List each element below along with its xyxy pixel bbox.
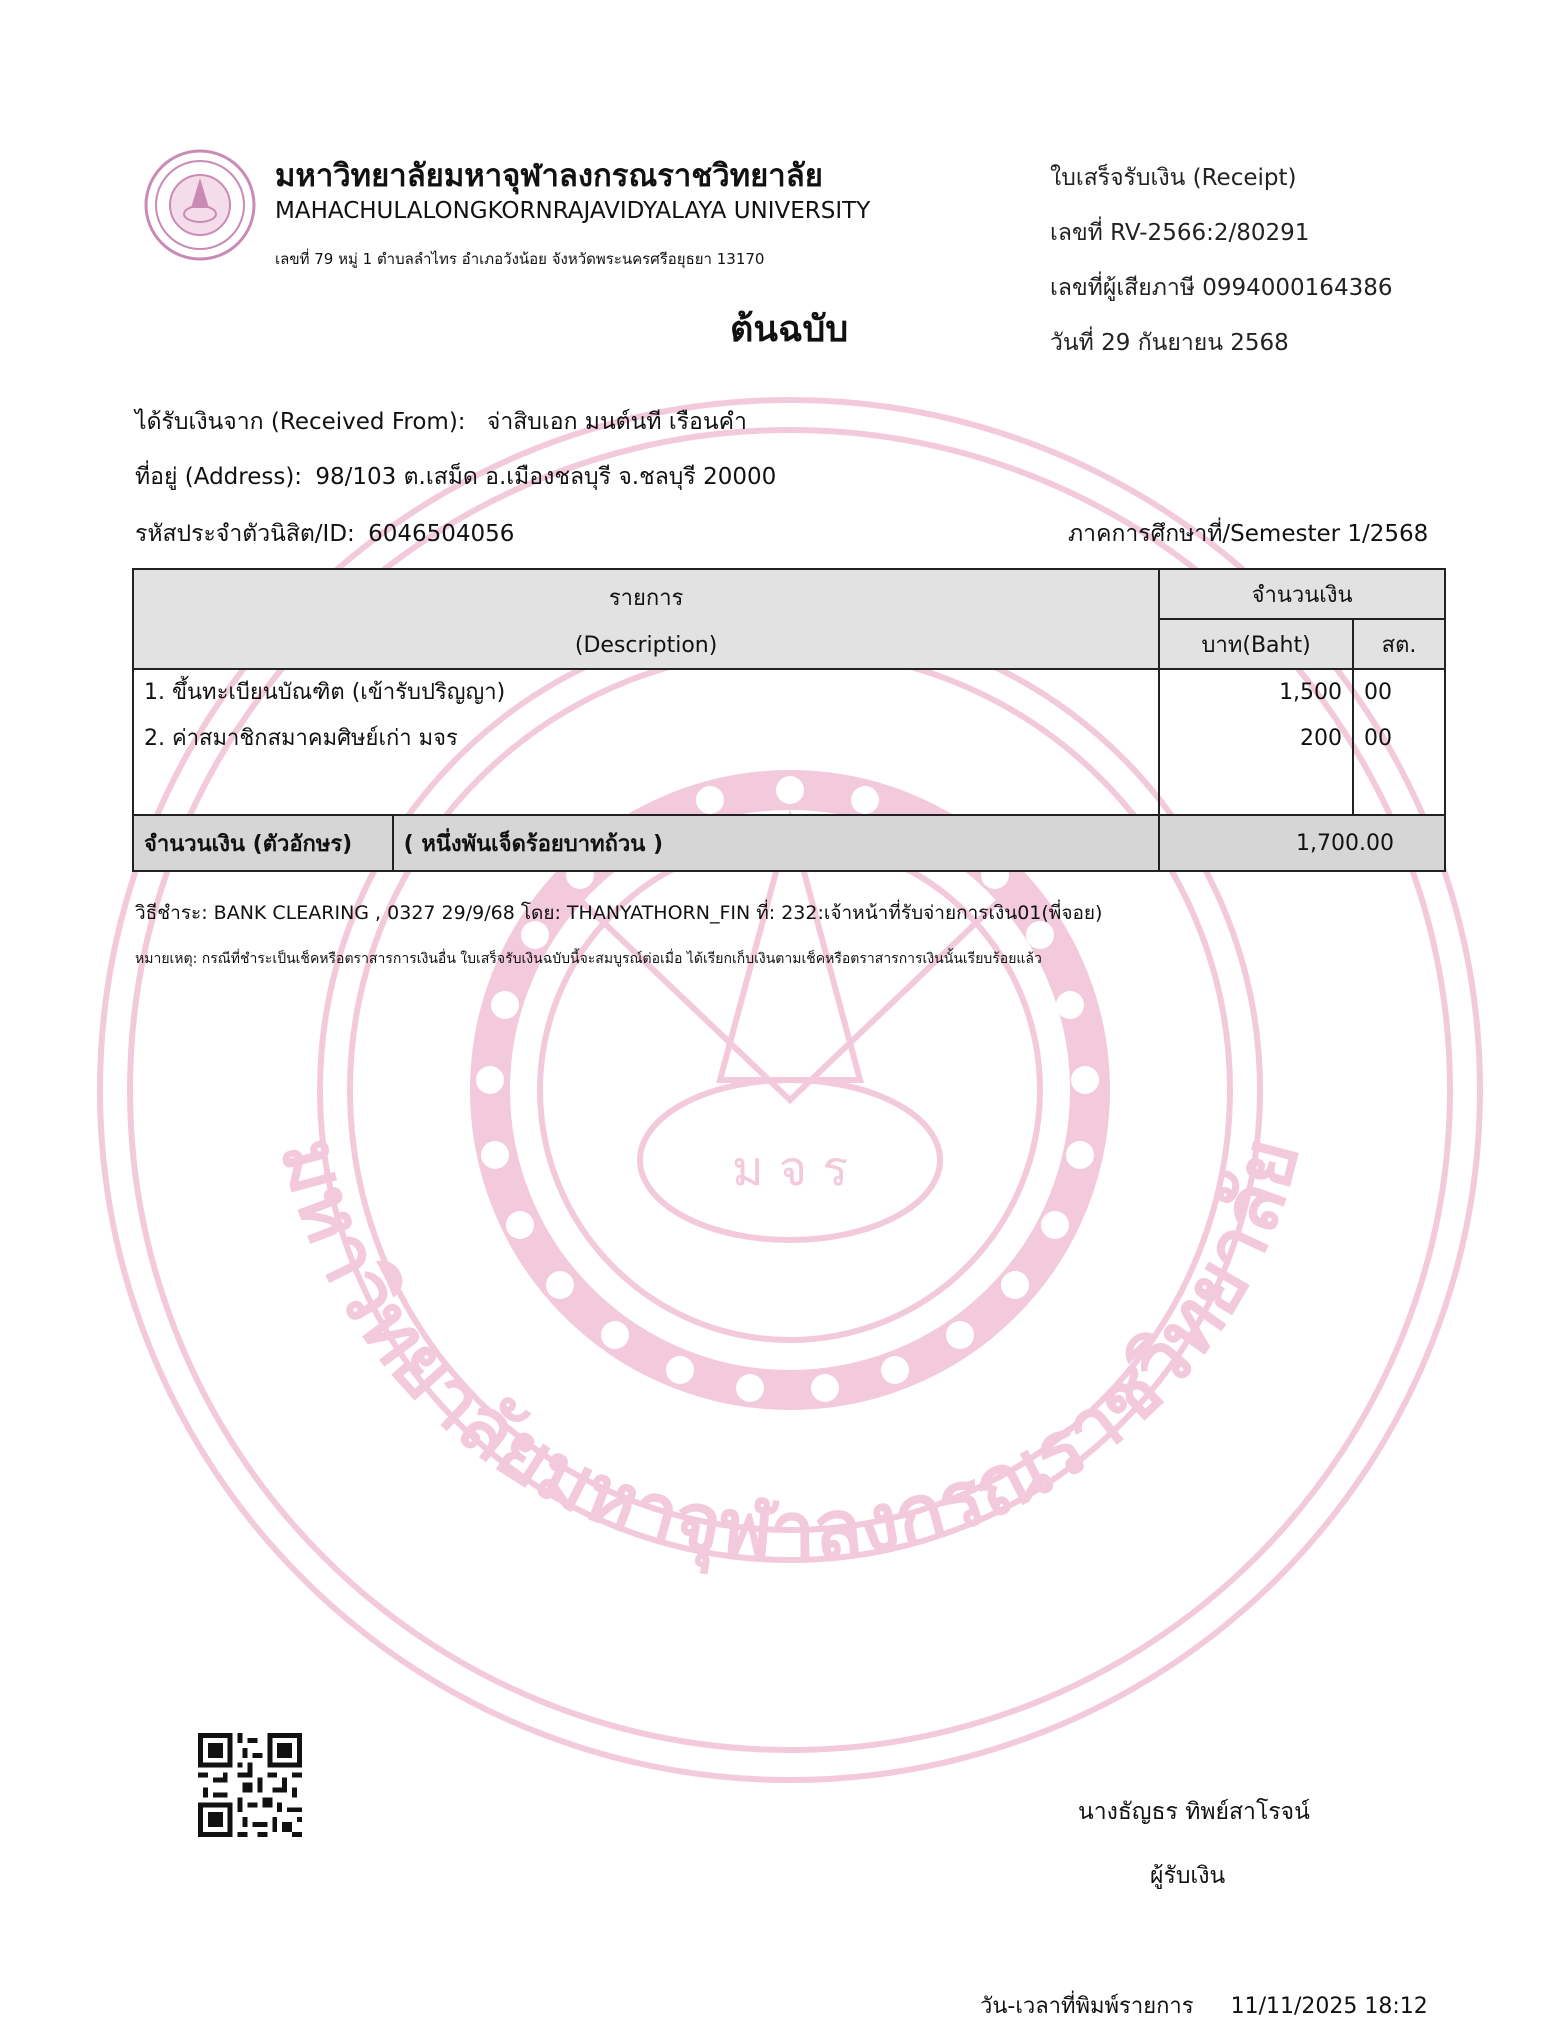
printed-label: วัน-เวลาที่พิมพ์รายการ (980, 1994, 1194, 2019)
items-description-cell (133, 669, 1159, 815)
items-baht-cell (1159, 669, 1353, 815)
university-logo (143, 148, 257, 262)
table-row (133, 669, 1445, 815)
student-id-label: รหัสประจำตัวนิสิต/ID: (135, 521, 355, 547)
tax-id: เลขที่ผู้เสียภาษี 0994000164386 (1050, 275, 1393, 301)
baht-header: บาท(Baht) (1159, 619, 1353, 669)
description-header (133, 569, 1159, 669)
items-table (132, 568, 1446, 872)
item-description: 1. ขึ้นทะเบียนบัณฑิต (เข้ารับปริญญา) (144, 680, 506, 705)
items-satang-cell (1353, 669, 1445, 815)
printed-timestamp (980, 1988, 1428, 2023)
address-label: ที่อยู่ (Address): (135, 464, 303, 490)
copy-label: ต้นฉบับ (730, 309, 849, 350)
qr-code (198, 1733, 302, 1837)
total-label: จำนวนเงิน (ตัวอักษร) (133, 815, 393, 871)
receipt-number: เลขที่ RV-2566:2/80291 (1050, 220, 1310, 246)
total-row (133, 815, 1445, 871)
item-satang: 00 (1364, 726, 1393, 751)
student-id-line (135, 516, 514, 552)
receipt-date: วันที่ 29 กันยายน 2568 (1050, 330, 1289, 356)
total-amount: 1,700.00 (1159, 815, 1445, 871)
received-from-value: จ่าสิบเอก มนต์นที เรือนคำ (486, 409, 747, 435)
amount-header: จำนวนเงิน (1159, 569, 1445, 619)
satang-header: สต. (1353, 619, 1445, 669)
item-description: 2. ค่าสมาชิกสมาคมศิษย์เก่า มจร (144, 726, 458, 751)
received-from-line (135, 404, 747, 440)
description-header-en: (Description) (574, 633, 718, 658)
received-from-label: ได้รับเงินจาก (Received From): (135, 409, 466, 435)
total-words: ( หนึ่งพันเจ็ดร้อยบาทถ้วน ) (393, 815, 1160, 871)
address-line (135, 459, 776, 495)
signature-role: ผู้รับเงิน (1150, 1863, 1226, 1889)
item-baht: 200 (1300, 726, 1343, 751)
university-name-en: MAHACHULALONGKORNRAJAVIDYALAYA UNIVERSITY (275, 198, 871, 224)
description-header-th: รายการ (608, 586, 684, 611)
payment-note: หมายเหตุ: กรณีที่ชำระเป็นเช็คหรือตราสารการเงินอื่น ใบเสร็จรับเงินฉบับนี้จะสมบูรณ์ต่อเมื่อ ได้เรียกเก็บเงินตามเช็คหรือตราสารการเงินนั้นเรียบร้อยแล้ว (135, 951, 1042, 967)
student-id-value: 6046504056 (368, 521, 515, 547)
watermark-seal-text: ม จ ร (731, 1141, 849, 1197)
watermark-arc-text: มหาวิทยาลัยมหาจุฬาลงกรณราชวิทยาลัย (262, 1128, 1318, 1578)
university-name-th: มหาวิทยาลัยมหาจุฬาลงกรณราชวิทยาลัย (275, 158, 823, 194)
printed-at: 11/11/2025 18:12 (1230, 1994, 1428, 2019)
payment-method: วิธีชำระ: BANK CLEARING , 0327 29/9/68 โดย: THANYATHORN_FIN ที่: 232:เจ้าหน้าที่รับจ่ายการเงิน01(พี่จอย) (135, 902, 1103, 924)
university-address: เลขที่ 79 หมู่ 1 ตำบลลำไทร อำเภอวังน้อย จังหวัดพระนครศรีอยุธยา 13170 (275, 250, 765, 268)
item-baht: 1,500 (1279, 680, 1343, 705)
item-satang: 00 (1364, 680, 1393, 705)
receipt-title: ใบเสร็จรับเงิน (Receipt) (1050, 165, 1297, 191)
semester: ภาคการศึกษาที่/Semester 1/2568 (1068, 521, 1429, 547)
signature-name: นางธัญธร ทิพย์สาโรจน์ (1078, 1799, 1310, 1825)
address-value: 98/103 ต.เสม็ด อ.เมืองชลบุรี จ.ชลบุรี 20000 (315, 464, 777, 490)
